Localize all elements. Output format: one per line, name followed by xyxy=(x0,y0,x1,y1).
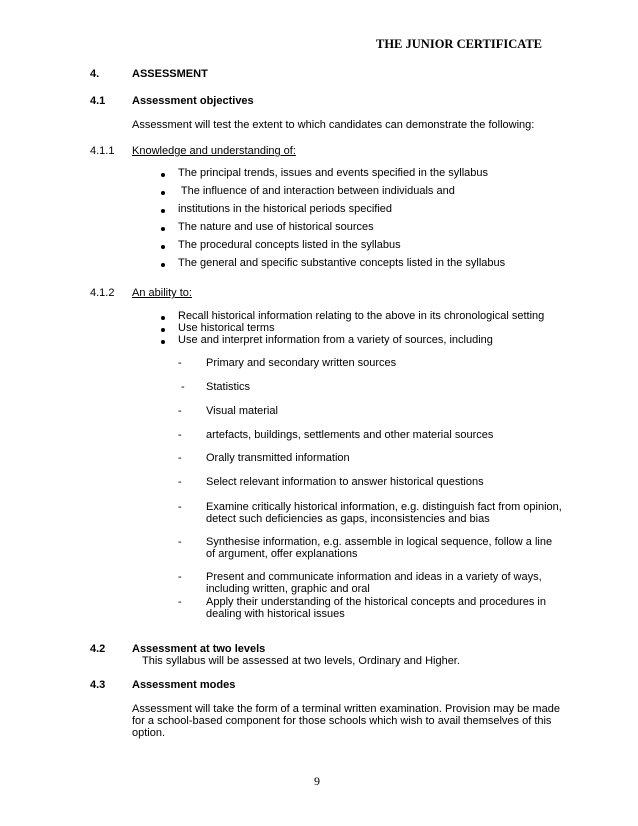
list-item: Present and communicate information and ideas in a variety of ways, xyxy=(206,571,542,583)
list-item-continuation: dealing with historical issues xyxy=(206,608,345,620)
list-item: Recall historical information relating to the above in its chronological setting xyxy=(178,310,545,322)
list-item: Orally transmitted information xyxy=(206,452,350,464)
section-number: 4.1.1 xyxy=(90,145,115,157)
dash-marker: - xyxy=(178,476,182,488)
bullet-icon xyxy=(161,245,165,249)
paragraph-line: for a school-based component for those schools which wish to avail themselves of this xyxy=(132,715,552,727)
list-item-continuation: including written, graphic and oral xyxy=(206,583,370,595)
bullet-icon xyxy=(161,263,165,267)
bullet-icon xyxy=(161,328,165,332)
list-item: artefacts, buildings, settlements and other material sources xyxy=(206,429,494,441)
list-item: Use historical terms xyxy=(178,322,275,334)
paragraph: This syllabus will be assessed at two levels, Ordinary and Higher. xyxy=(142,655,460,667)
list-item: The principal trends, issues and events specified in the syllabus xyxy=(178,167,489,179)
section-title: An ability to: xyxy=(132,287,192,299)
list-item: Select relevant information to answer historical questions xyxy=(206,476,484,488)
dash-marker: - xyxy=(178,536,182,548)
section-number: 4.3 xyxy=(90,679,106,691)
dash-marker: - xyxy=(178,357,182,369)
bullet-icon xyxy=(161,316,165,320)
list-item: Examine critically historical information, e.g. distinguish fact from opinion, xyxy=(206,501,562,513)
list-item: institutions in the historical periods specified xyxy=(178,203,393,215)
bullet-icon xyxy=(161,173,165,177)
list-item: Apply their understanding of the historical concepts and procedures in xyxy=(206,596,546,608)
list-item: The nature and use of historical sources xyxy=(178,221,374,233)
list-item: Use and interpret information from a variety of sources, including xyxy=(178,334,493,346)
dash-marker: - xyxy=(181,381,185,393)
list-item-continuation: detect such deficiencies as gaps, inconsistencies and bias xyxy=(206,513,490,525)
list-item: Statistics xyxy=(206,381,251,393)
section-number: 4.1 xyxy=(90,95,106,107)
dash-marker: - xyxy=(178,501,182,513)
section-title: Assessment objectives xyxy=(132,95,254,107)
paragraph-line: option. xyxy=(132,727,166,739)
list-item: The general and specific substantive concepts listed in the syllabus xyxy=(178,257,506,269)
list-item: Primary and secondary written sources xyxy=(206,357,397,369)
section-number: 4.1.2 xyxy=(90,287,115,299)
section-number: 4.2 xyxy=(90,643,106,655)
list-item: Visual material xyxy=(206,405,278,417)
section-title: Assessment modes xyxy=(132,679,236,691)
page-number: 9 xyxy=(314,774,320,788)
section-number: 4. xyxy=(90,68,100,80)
section-title: ASSESSMENT xyxy=(132,68,208,80)
dash-marker: - xyxy=(178,429,182,441)
dash-marker: - xyxy=(178,405,182,417)
running-header: THE JUNIOR CERTIFICATE xyxy=(376,37,543,51)
list-item: The influence of and interaction between individuals and xyxy=(178,185,455,197)
bullet-icon xyxy=(161,209,165,213)
dash-marker: - xyxy=(178,452,182,464)
dash-marker: - xyxy=(178,596,182,608)
section-title: Assessment at two levels xyxy=(132,643,266,655)
list-item: The procedural concepts listed in the syllabus xyxy=(178,239,401,251)
bullet-icon xyxy=(161,191,165,195)
dash-marker: - xyxy=(178,571,182,583)
bullet-icon xyxy=(161,340,165,344)
paragraph: Assessment will test the extent to which candidates can demonstrate the following: xyxy=(132,119,535,131)
list-item: Synthesise information, e.g. assemble in logical sequence, follow a line xyxy=(206,536,553,548)
section-title: Knowledge and understanding of: xyxy=(132,145,296,157)
list-item-continuation: of argument, offer explanations xyxy=(206,548,358,560)
paragraph-line: Assessment will take the form of a terminal written examination. Provision may be made xyxy=(132,703,560,715)
bullet-icon xyxy=(161,227,165,231)
